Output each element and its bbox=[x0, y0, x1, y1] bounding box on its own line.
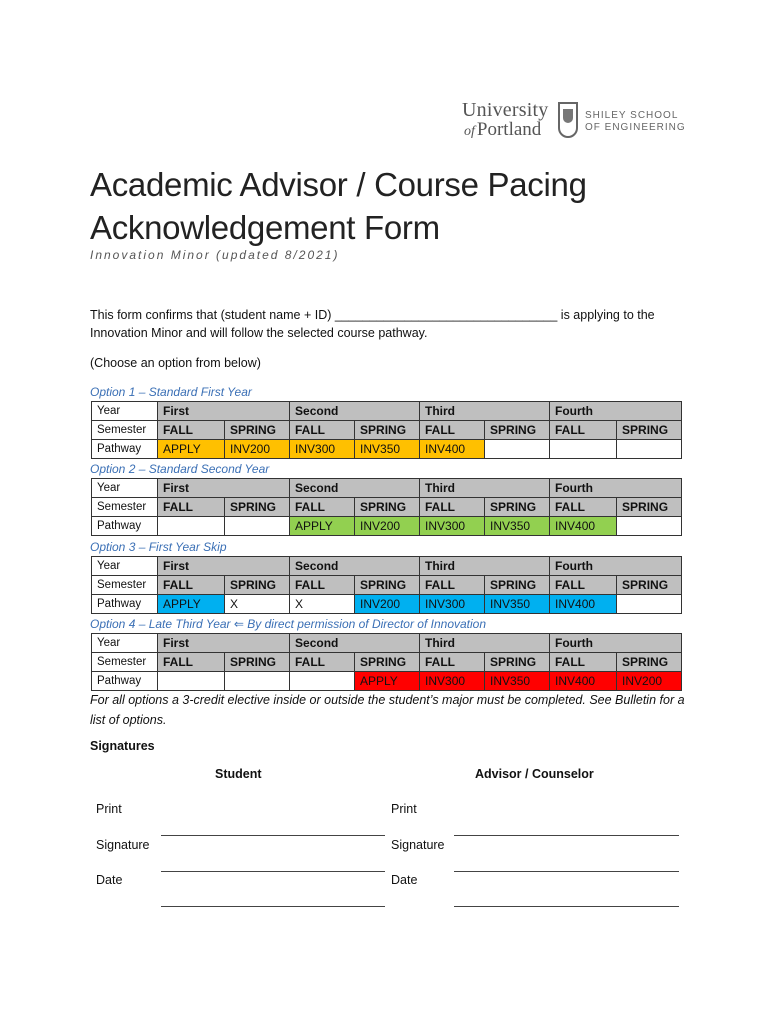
pathway-row-label: Pathway bbox=[92, 672, 158, 691]
pathway-cell bbox=[485, 440, 550, 459]
pathway-cell bbox=[617, 595, 682, 614]
year-header-cell: Third bbox=[420, 479, 550, 498]
semester-cell: SPRING bbox=[355, 421, 420, 440]
student-column-heading: Student bbox=[215, 767, 262, 781]
year-header-cell: Fourth bbox=[550, 557, 682, 576]
advisor-date-label: Date bbox=[391, 873, 418, 887]
semester-cell: SPRING bbox=[225, 498, 290, 517]
option-4-table bbox=[91, 633, 682, 691]
year-header-cell: Third bbox=[420, 557, 550, 576]
semester-cell: SPRING bbox=[485, 576, 550, 595]
logo-portland-text: of Portland bbox=[464, 119, 542, 140]
option-1-title: Option 1 – Standard First Year bbox=[90, 385, 252, 399]
advisor-print-label: Print bbox=[391, 802, 417, 816]
logo-school-line2: OF ENGINEERING bbox=[585, 122, 686, 133]
pathway-cell: INV400 bbox=[550, 672, 617, 691]
semester-cell: FALL bbox=[420, 576, 485, 595]
semester-cell: SPRING bbox=[485, 421, 550, 440]
pathway-cell: INV400 bbox=[420, 440, 485, 459]
pathway-cell bbox=[617, 517, 682, 536]
pathway-cell: INV300 bbox=[420, 672, 485, 691]
year-header-cell: Second bbox=[290, 479, 420, 498]
year-header-cell: Third bbox=[420, 402, 550, 421]
year-header-cell: Fourth bbox=[550, 402, 682, 421]
advisor-signature-line[interactable] bbox=[454, 871, 679, 872]
semester-cell: FALL bbox=[550, 576, 617, 595]
logo-university-text: University bbox=[462, 99, 549, 121]
semester-row-label: Semester bbox=[92, 653, 158, 672]
year-row-label: Year bbox=[92, 402, 158, 421]
pathway-cell: APPLY bbox=[355, 672, 420, 691]
pathway-cell: INV350 bbox=[355, 440, 420, 459]
year-header-cell: First bbox=[158, 557, 290, 576]
year-header-cell: Second bbox=[290, 557, 420, 576]
semester-cell: FALL bbox=[158, 653, 225, 672]
semester-cell: SPRING bbox=[617, 421, 682, 440]
option-1-table bbox=[91, 401, 682, 459]
semester-cell: SPRING bbox=[617, 498, 682, 517]
semester-row-label: Semester bbox=[92, 421, 158, 440]
semester-cell: SPRING bbox=[355, 576, 420, 595]
student-signature-line[interactable] bbox=[161, 871, 385, 872]
year-header-cell: First bbox=[158, 479, 290, 498]
pathway-cell: X bbox=[290, 595, 355, 614]
advisor-column-heading: Advisor / Counselor bbox=[475, 767, 594, 781]
semester-row-label: Semester bbox=[92, 498, 158, 517]
choose-instruction: (Choose an option from below) bbox=[90, 356, 261, 370]
pathway-cell bbox=[158, 517, 225, 536]
advisor-signature-label: Signature bbox=[391, 838, 445, 852]
semester-cell: SPRING bbox=[617, 653, 682, 672]
logo-of-text: of bbox=[464, 124, 475, 139]
semester-cell: SPRING bbox=[355, 653, 420, 672]
semester-cell: FALL bbox=[420, 421, 485, 440]
semester-row-label: Semester bbox=[92, 576, 158, 595]
pathway-cell: INV350 bbox=[485, 517, 550, 536]
pathway-cell: APPLY bbox=[158, 595, 225, 614]
year-header-cell: Fourth bbox=[550, 479, 682, 498]
option-2-title: Option 2 – Standard Second Year bbox=[90, 462, 270, 476]
semester-cell: SPRING bbox=[225, 421, 290, 440]
year-row-label: Year bbox=[92, 557, 158, 576]
year-header-cell: First bbox=[158, 634, 290, 653]
year-row-label: Year bbox=[92, 479, 158, 498]
title-line-1: Academic Advisor / Course Pacing bbox=[90, 166, 587, 203]
year-header-cell: Second bbox=[290, 634, 420, 653]
pathway-cell: INV200 bbox=[225, 440, 290, 459]
pathway-row-label: Pathway bbox=[92, 440, 158, 459]
semester-cell: FALL bbox=[290, 653, 355, 672]
semester-cell: FALL bbox=[290, 421, 355, 440]
pathway-cell bbox=[550, 440, 617, 459]
pathway-cell: X bbox=[225, 595, 290, 614]
student-date-line[interactable] bbox=[161, 906, 385, 907]
semester-cell: SPRING bbox=[485, 498, 550, 517]
semester-cell: SPRING bbox=[355, 498, 420, 517]
semester-cell: SPRING bbox=[225, 653, 290, 672]
semester-cell: FALL bbox=[158, 498, 225, 517]
student-print-line[interactable] bbox=[161, 835, 385, 836]
pathway-cell: INV300 bbox=[420, 595, 485, 614]
pathway-cell: INV300 bbox=[290, 440, 355, 459]
intro-paragraph: This form confirms that (student name + ID) ________________________________ is applying to the Innovation Minor and will follow the selected course pathway. bbox=[90, 308, 655, 340]
signatures-heading: Signatures bbox=[90, 739, 155, 753]
advisor-print-line[interactable] bbox=[454, 835, 679, 836]
pathway-cell: APPLY bbox=[158, 440, 225, 459]
pathway-row-label: Pathway bbox=[92, 595, 158, 614]
student-date-label: Date bbox=[96, 873, 123, 887]
logo-school-line1: SHILEY SCHOOL bbox=[585, 110, 679, 121]
page-subtitle: Innovation Minor (updated 8/2021) bbox=[90, 248, 340, 262]
pathway-cell: APPLY bbox=[290, 517, 355, 536]
semester-cell: FALL bbox=[550, 498, 617, 517]
pathway-cell: INV400 bbox=[550, 517, 617, 536]
semester-cell: SPRING bbox=[485, 653, 550, 672]
pathway-cell: INV350 bbox=[485, 672, 550, 691]
year-header-cell: Third bbox=[420, 634, 550, 653]
option-3-table bbox=[91, 556, 682, 614]
shield-icon bbox=[558, 102, 578, 138]
pathway-cell: INV200 bbox=[355, 595, 420, 614]
pathway-row-label: Pathway bbox=[92, 517, 158, 536]
student-print-label: Print bbox=[96, 802, 122, 816]
semester-cell: FALL bbox=[290, 498, 355, 517]
pathway-cell: INV350 bbox=[485, 595, 550, 614]
pathway-cell: INV400 bbox=[550, 595, 617, 614]
year-header-cell: First bbox=[158, 402, 290, 421]
year-row-label: Year bbox=[92, 634, 158, 653]
university-logo bbox=[462, 99, 686, 142]
semester-cell: FALL bbox=[158, 421, 225, 440]
title-line-2: Acknowledgement Form bbox=[90, 209, 440, 246]
year-header-cell: Second bbox=[290, 402, 420, 421]
pathway-cell bbox=[225, 672, 290, 691]
semester-cell: SPRING bbox=[225, 576, 290, 595]
pathway-cell: INV200 bbox=[617, 672, 682, 691]
semester-cell: SPRING bbox=[617, 576, 682, 595]
pathway-cell bbox=[225, 517, 290, 536]
semester-cell: FALL bbox=[420, 653, 485, 672]
page-title bbox=[90, 163, 587, 249]
pathway-cell bbox=[617, 440, 682, 459]
pathway-cell bbox=[290, 672, 355, 691]
pathway-cell: INV300 bbox=[420, 517, 485, 536]
student-signature-label: Signature bbox=[96, 838, 150, 852]
advisor-date-line[interactable] bbox=[454, 906, 679, 907]
option-2-table bbox=[91, 478, 682, 536]
pathway-cell: INV200 bbox=[355, 517, 420, 536]
semester-cell: FALL bbox=[550, 421, 617, 440]
pathway-cell bbox=[158, 672, 225, 691]
semester-cell: FALL bbox=[290, 576, 355, 595]
option-3-title: Option 3 – First Year Skip bbox=[90, 540, 227, 554]
elective-note: For all options a 3-credit elective inside or outside the student’s major must be completed. See Bulletin for a list of options. bbox=[90, 693, 685, 727]
semester-cell: FALL bbox=[550, 653, 617, 672]
semester-cell: FALL bbox=[158, 576, 225, 595]
semester-cell: FALL bbox=[420, 498, 485, 517]
year-header-cell: Fourth bbox=[550, 634, 682, 653]
option-4-title: Option 4 – Late Third Year ⇐ By direct permission of Director of Innovation bbox=[90, 617, 487, 631]
